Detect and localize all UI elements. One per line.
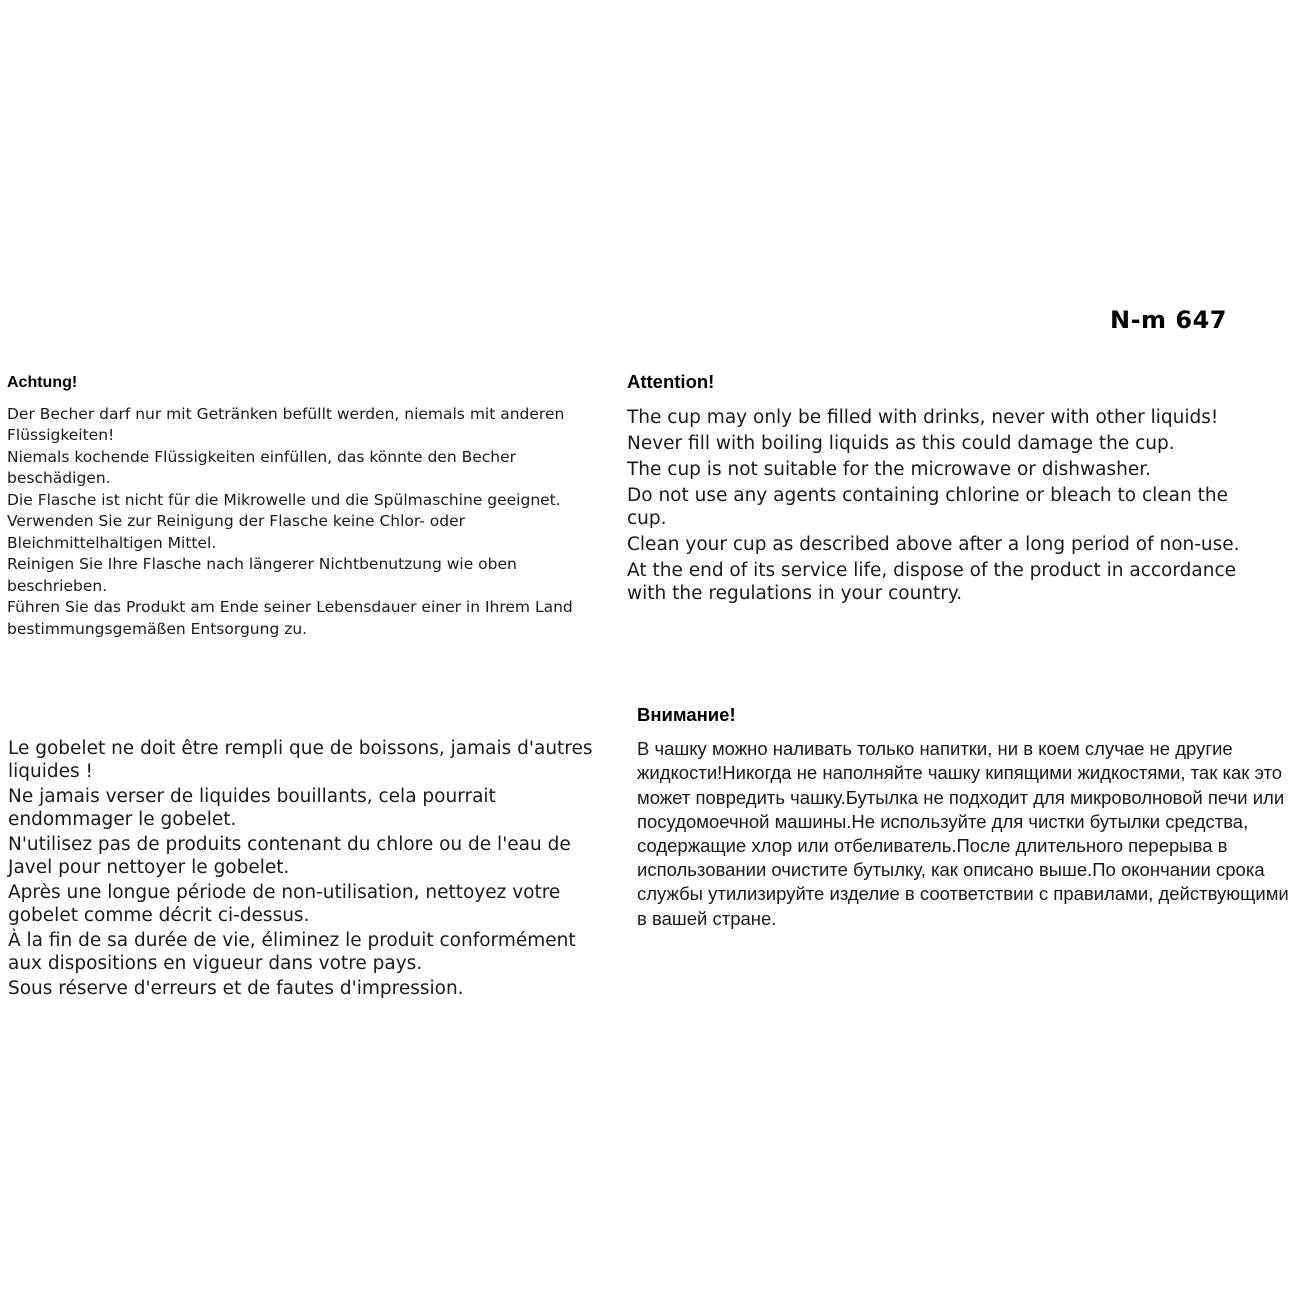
russian-text: В чашку можно наливать только напитки, ни в коем случае не другие жидкости!Никогда не наполняйте чашку кипящими жидкостями, так как это может повредить чашку.Бутылка не подходит для микроволновой печи или посудомоечной машины.Не используйте для чистки бутылки средства, содержащие хлор или отбеливатель.После длительного перерыва в использовании очистите бутылку, как описано выше.По окончании срока службы утилизируйте изделие в соответствии с правилами, действующими в вашей стране.: [637, 738, 1289, 929]
german-item-1: Der Becher darf nur mit Getränken befüllt werden, niemals mit anderen Flüssigkeiten!: [7, 404, 565, 444]
english-item-5: Clean your cup as described above after a long period of non-use.: [627, 534, 1240, 555]
french-item-4: Après une longue période de non-utilisation, nettoyez votre gobelet comme décrit ci-dessus.: [8, 882, 561, 926]
german-item-6: Führen Sie das Produkt am Ende seiner Lebensdauer einer in Ihrem Land bestimmungsgemäßen Entsorgung zu.: [7, 598, 573, 638]
russian-warning-section: [637, 703, 1289, 931]
german-heading: Achtung!: [7, 374, 78, 391]
german-item-2: Niemals kochende Flüssigkeiten einfüllen, das könnte den Becher beschädigen.: [7, 447, 516, 487]
french-warning-section: [8, 737, 613, 1002]
product-code: N-m 647: [1110, 306, 1228, 334]
french-item-5: À la fin de sa durée de vie, éliminez le produit conformément aux dispositions en vigueur dans votre pays.: [8, 930, 576, 974]
french-item-6: Sous réserve d'erreurs et de fautes d'impression.: [8, 978, 464, 999]
french-item-2: Ne jamais verser de liquides bouillants, cela pourrait endommager le gobelet.: [8, 786, 496, 830]
english-heading: Attention!: [627, 371, 715, 392]
english-item-4: Do not use any agents containing chlorine or bleach to clean the cup.: [627, 485, 1228, 529]
english-item-2: Never fill with boiling liquids as this could damage the cup.: [627, 433, 1175, 454]
german-warning-section: [7, 372, 597, 640]
german-item-4: Verwenden Sie zur Reinigung der Flasche keine Chlor- oder Bleichmittelhaltigen Mittel.: [7, 512, 466, 552]
german-item-3: Die Flasche ist nicht für die Mikrowelle und die Spülmaschine geeignet.: [7, 490, 561, 509]
english-item-1: The cup may only be filled with drinks, never with other liquids!: [627, 407, 1219, 428]
french-item-3: N'utilisez pas de produits contenant du chlore ou de l'eau de Javel pour nettoyer le gobelet.: [8, 834, 571, 878]
german-item-5: Reinigen Sie Ihre Flasche nach längerer Nichtbenutzung wie oben beschrieben.: [7, 555, 517, 595]
english-warning-section: [627, 370, 1257, 608]
english-item-3: The cup is not suitable for the microwave or dishwasher.: [627, 459, 1152, 480]
french-item-1: Le gobelet ne doit être rempli que de boissons, jamais d'autres liquides !: [8, 738, 593, 782]
russian-heading: Внимание!: [637, 704, 736, 725]
english-item-6: At the end of its service life, dispose of the product in accordance with the regulations in your country.: [627, 560, 1237, 604]
